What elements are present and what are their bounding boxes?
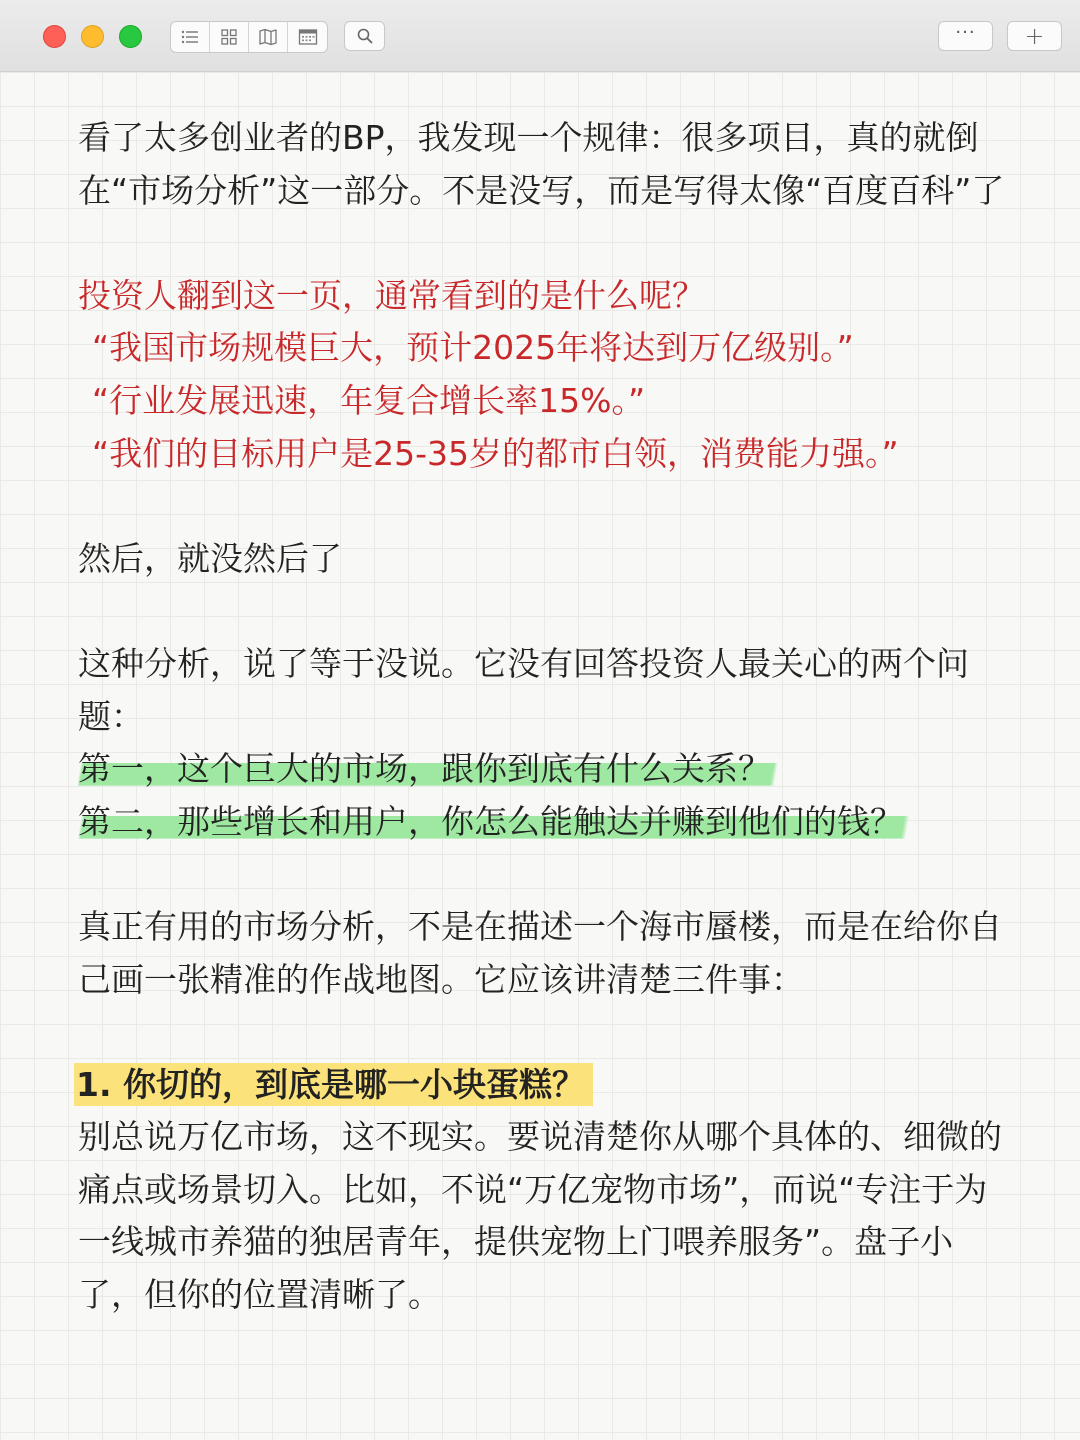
view-switcher — [170, 21, 328, 53]
minimize-window-button[interactable] — [81, 25, 104, 48]
grid-view-button[interactable] — [210, 22, 249, 52]
useful-analysis-paragraph: 真正有用的市场分析，不是在描述一个海市蜃楼，而是在给你自己画一张精准的作战地图。它应该讲清楚三件事： — [78, 906, 1002, 999]
cake-paragraph: 别总说万亿市场，这不现实。要说清楚你从哪个具体的、细微的痛点或场景切入。比如，不说“万亿宠物市场”，而说“专注于为一线城市养猫的独居青年，提供宠物上门喂养服务”。盘子小了，但你的位置清晰了。 — [78, 1117, 1002, 1315]
question-intro-paragraph: 这种分析，说了等于没说。它没有回答投资人最关心的两个问题： — [78, 643, 969, 736]
more-icon: ··· — [955, 22, 976, 43]
map-view-icon — [258, 28, 278, 46]
list-view-button[interactable] — [171, 22, 210, 52]
grid-view-icon — [220, 28, 238, 46]
red-quote-3: “我们的目标用户是25-35岁的都市白领，消费能力强。” — [92, 433, 899, 473]
calendar-view-icon — [298, 28, 318, 46]
maximize-window-button[interactable] — [119, 25, 142, 48]
plus-icon: + — [1024, 22, 1045, 50]
red-quote-2: “行业发展迅速，年复合增长率15%。” — [92, 380, 646, 420]
search-button[interactable] — [344, 21, 385, 51]
highlight-question-1: 第一，这个巨大的市场，跟你到底有什么关系？ — [78, 749, 777, 788]
list-view-icon — [180, 29, 200, 45]
highlight-question-2: 第二，那些增长和用户，你怎么能触达并赚到他们的钱？ — [78, 802, 909, 841]
red-quote-1: “我国市场规模巨大，预计2025年将达到万亿级别。” — [92, 328, 854, 368]
more-options-button[interactable] — [938, 21, 993, 51]
search-icon — [356, 27, 374, 45]
add-note-button[interactable] — [1007, 21, 1062, 51]
calendar-view-button[interactable] — [288, 22, 327, 52]
then-paragraph: 然后，就没然后了 — [78, 538, 342, 578]
section-heading-1: 1. 你切的，到底是哪一小块蛋糕？ — [74, 1063, 593, 1106]
intro-paragraph: 看了太多创业者的BP，我发现一个规律：很多项目，真的就倒在“市场分析”这一部分。不是没写，而是写得太像“百度百科”了 — [78, 118, 1005, 210]
title-bar — [0, 0, 1080, 72]
map-view-button[interactable] — [249, 22, 288, 52]
note-editor[interactable] — [0, 72, 1080, 1440]
close-window-button[interactable] — [43, 25, 66, 48]
note-body[interactable] — [78, 112, 1008, 1322]
red-question: 投资人翻到这一页，通常看到的是什么呢？ — [78, 275, 705, 315]
